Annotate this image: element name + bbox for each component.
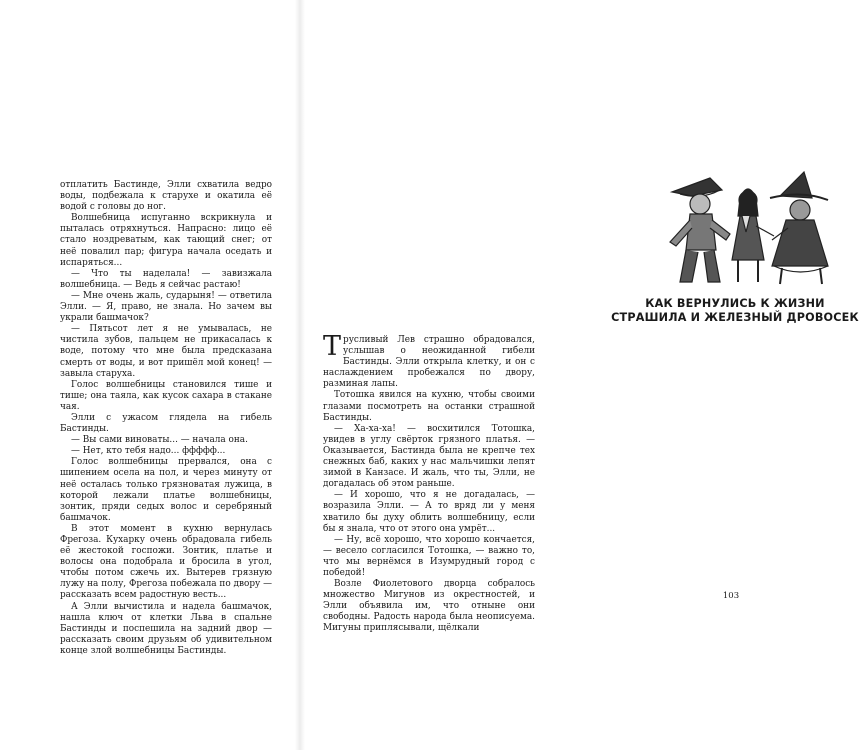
- paragraph: — Ха-ха-ха! — восхитился Тотошка, увидев в углу свёрток грязного платья. — Оказывается, Бастинда была не крепче тех снежных баб, каких у нас мальчишки лепят зимой в Канзасе. И жаль, что ты, Элли, не догадалась об этом раньше.: [323, 423, 535, 490]
- paragraph: отплатить Бастинде, Элли схватила ведро воды, подбежала к старухе и окатила её водой с головы до ног.: [60, 180, 272, 213]
- chapter-title-line: СТРАШИЛА И ЖЕЛЕЗНЫЙ ДРОВОСЕК: [611, 310, 859, 324]
- paragraph: Волшебница испуганно вскрикнула и пыталась отряхнуться. Напрасно: лицо её стало ноздреватым, как тающий снег; от неё повалил пар; фигура начала оседать и испаряться...: [60, 213, 272, 268]
- first-paragraph-text: русливый Лев страшно обрадовался, услышав о неожиданной гибели Бастинды. Элли открыла клетку, и он с наслаждением пробежался по двору, разминая лапы.: [323, 335, 535, 390]
- paragraph: — И хорошо, что я не догадалась, — возразила Элли. — А то вряд ли у меня хватило бы духу облить волшебницу, если бы я знала, что от этого она умрёт...: [323, 490, 535, 534]
- page-number: 103: [722, 591, 740, 601]
- paragraph: Возле Фиолетового дворца собралось множество Мигунов из окрестностей, и Элли объявила им, что отныне они свободны. Радость народа была неописуема. Мигуны приплясывали, щёлкали: [323, 579, 535, 634]
- paragraph: — Нет, кто тебя надо... ффффф...: [71, 446, 226, 457]
- chapter-title: [610, 297, 860, 324]
- paragraph: Голос волшебницы становился тише и тише; она таяла, как кусок сахара в стакане чая.: [60, 379, 272, 412]
- chapter-illustration: [662, 170, 834, 288]
- paragraph: В этот момент в кухню вернулась Фрегоза. Кухарку очень обрадовала гибель её жестокой госпожи. Зонтик, платье и волосы она подобрала и бросила в угол, чтобы потом сжечь их. Вытерев грязную лужу на полу, Фрегоза побежала по двору — рассказать всем радостную весть...: [60, 523, 272, 601]
- paragraph: — Что ты наделала! — завизжала волшебница. — Ведь я сейчас растаю!: [60, 268, 272, 290]
- right-text-column: [323, 331, 535, 635]
- chapter-title-line: КАК ВЕРНУЛИСЬ К ЖИЗНИ: [645, 297, 825, 310]
- paragraph: — Пятьсот лет я не умывалась, не чистила зубов, пальцем не прикасалась к воде, потому что мне была предсказана смерть от воды, и вот пришёл мой конец! — завыла старуха.: [60, 324, 272, 379]
- paragraph: Голос волшебницы прервался, она с шипением осела на пол, и через минуту от неё осталась только грязноватая лужица, в которой лежали платье волшебницы, зонтик, пряди седых волос и серебряный башмачок.: [60, 457, 272, 523]
- paragraph: Элли с ужасом глядела на гибель Бастинды.: [60, 412, 272, 435]
- paragraph: — Вы сами виноваты... — начала она.: [71, 435, 248, 446]
- paragraph: Тотошка явился на кухню, чтобы своими глазами посмотреть на останки страшной Бастинды.: [323, 390, 535, 423]
- left-text-column: [60, 180, 272, 657]
- drop-cap: Т: [323, 331, 342, 362]
- paragraph: А Элли вычистила и надела башмачок, нашла ключ от клетки Льва в спальне Бастинды и поспешила на задний двор — рассказать своим друзьям об удивительном конце злой волшебницы Бастинды.: [60, 601, 272, 656]
- paragraph: — Мне очень жаль, сударыня! — ответила Элли. — Я, право, не знала. Но зачем вы украли башмачок?: [60, 290, 272, 324]
- left-page: [0, 0, 300, 750]
- paragraph: — Ну, всё хорошо, что хорошо кончается, — весело согласился Тотошка, — важно то, что мы вернёмся в Изумрудный город с победой!: [323, 534, 535, 578]
- first-paragraph: [323, 331, 535, 390]
